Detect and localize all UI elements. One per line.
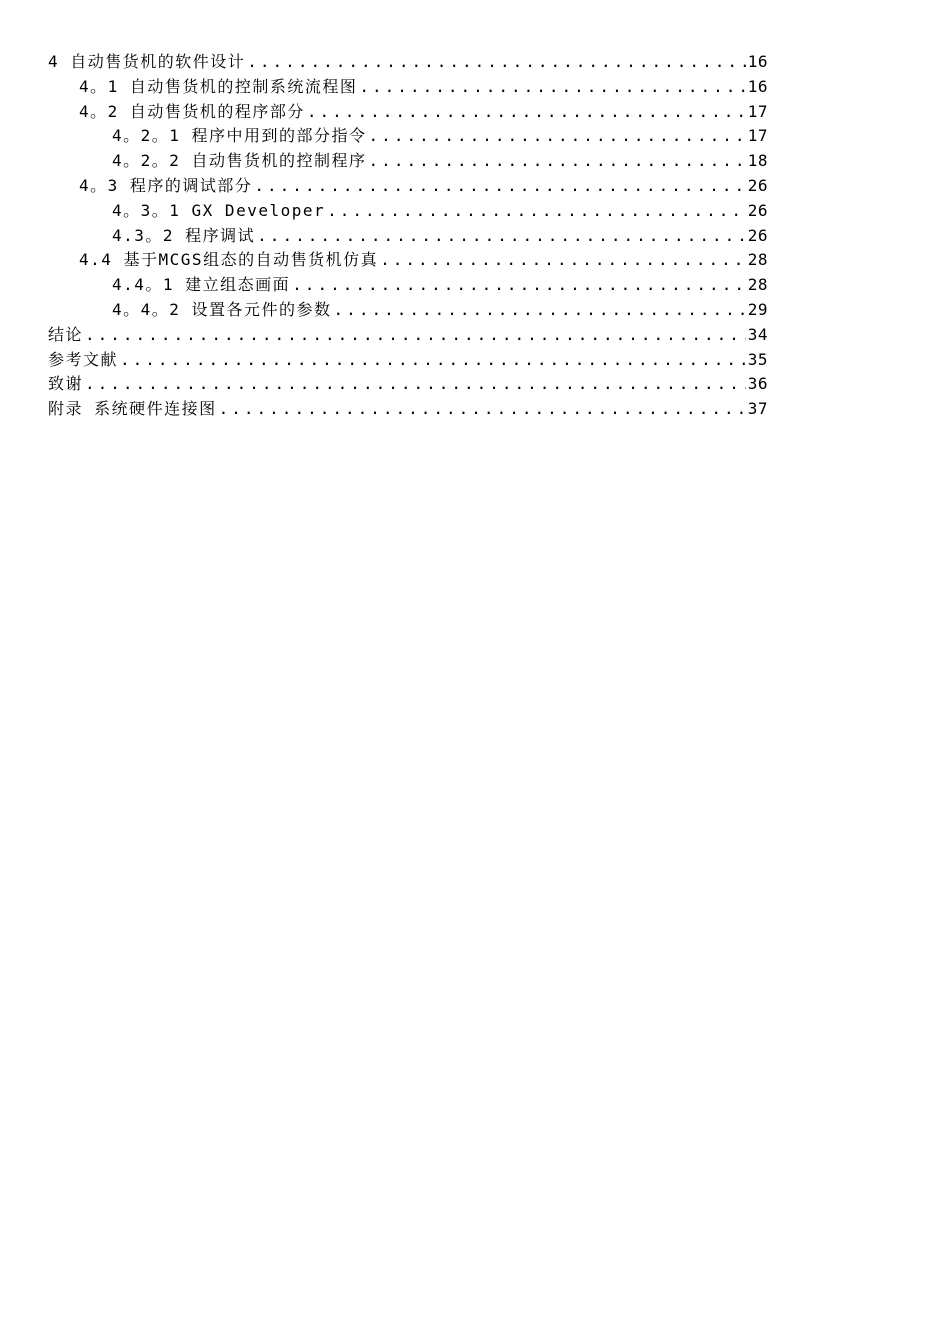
toc-entry[interactable] <box>48 149 768 174</box>
toc-entry[interactable] <box>48 397 768 422</box>
toc-entry-page: 28 <box>747 275 768 295</box>
toc-entry-title: 4.4。1 建立组态画面 <box>112 275 291 295</box>
toc-dot-leader <box>85 323 746 348</box>
toc-dot-leader <box>327 199 746 224</box>
toc-dot-leader <box>369 124 746 149</box>
toc-entry[interactable] <box>48 50 768 75</box>
toc-entry-title: 4。4。2 设置各元件的参数 <box>112 299 332 319</box>
toc-entry-page: 29 <box>747 299 768 319</box>
toc-entry-title: 附录 系统硬件连接图 <box>48 399 217 419</box>
toc-dot-leader <box>254 174 745 199</box>
toc-entry-title: 4.3。2 程序调试 <box>112 225 256 245</box>
toc-dot-leader <box>369 149 746 174</box>
toc-entry[interactable] <box>48 100 768 125</box>
table-of-contents <box>48 50 768 422</box>
toc-dot-leader <box>359 75 745 100</box>
toc-entry[interactable] <box>48 273 768 298</box>
toc-entry-page: 17 <box>747 101 768 121</box>
toc-entry-title: 参考文献 <box>48 349 119 369</box>
toc-entry[interactable] <box>48 323 768 348</box>
toc-entry[interactable] <box>48 174 768 199</box>
toc-entry[interactable] <box>48 372 768 397</box>
toc-dot-leader <box>85 372 746 397</box>
toc-entry-title: 4.4 基于MCGS组态的自动售货机仿真 <box>79 250 379 270</box>
toc-entry[interactable] <box>48 199 768 224</box>
toc-entry-page: 37 <box>747 399 768 419</box>
toc-entry[interactable] <box>48 348 768 373</box>
toc-entry-page: 35 <box>747 349 768 369</box>
toc-entry-title: 结论 <box>48 324 84 344</box>
toc-entry[interactable] <box>48 124 768 149</box>
toc-dot-leader <box>334 298 746 323</box>
toc-entry-page: 28 <box>747 250 768 270</box>
toc-entry-title: 致谢 <box>48 374 84 394</box>
toc-entry-page: 36 <box>747 374 768 394</box>
toc-entry-title: 4。2 自动售货机的程序部分 <box>79 101 305 121</box>
toc-entry-title: 4 自动售货机的软件设计 <box>48 52 246 71</box>
toc-entry-title: 4。3。1 GX Developer <box>112 200 326 220</box>
toc-entry-page: 16 <box>747 76 768 96</box>
toc-entry-page: 16 <box>747 52 768 71</box>
toc-dot-leader <box>257 224 746 249</box>
toc-dot-leader <box>219 397 746 422</box>
toc-entry[interactable] <box>48 248 768 273</box>
toc-dot-leader <box>247 50 745 75</box>
toc-entry-page: 34 <box>747 324 768 344</box>
toc-dot-leader <box>380 248 746 273</box>
toc-dot-leader <box>292 273 746 298</box>
toc-entry[interactable] <box>48 224 768 249</box>
toc-entry-title: 4。2。1 程序中用到的部分指令 <box>112 126 367 146</box>
toc-entry-page: 26 <box>747 200 768 220</box>
toc-entry-page: 26 <box>747 225 768 245</box>
toc-entry-page: 26 <box>747 175 768 195</box>
toc-entry-title: 4。2。2 自动售货机的控制程序 <box>112 151 367 171</box>
toc-entry-page: 18 <box>747 151 768 171</box>
toc-entry-title: 4。1 自动售货机的控制系统流程图 <box>79 76 358 96</box>
toc-dot-leader <box>120 348 746 373</box>
toc-entry[interactable] <box>48 298 768 323</box>
toc-entry[interactable] <box>48 75 768 100</box>
toc-entry-page: 17 <box>747 126 768 146</box>
toc-dot-leader <box>307 100 746 125</box>
toc-entry-title: 4。3 程序的调试部分 <box>79 175 253 195</box>
